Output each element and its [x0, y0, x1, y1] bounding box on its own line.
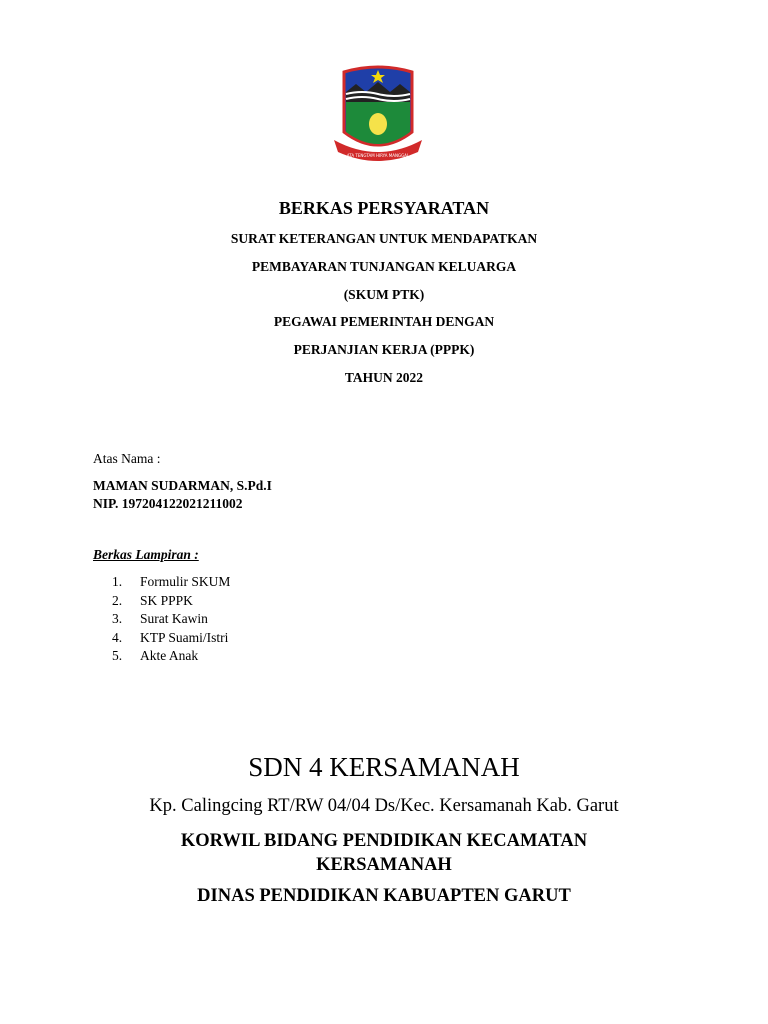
list-item	[112, 629, 230, 648]
employee-name: MAMAN SUDARMAN, S.Pd.I	[93, 478, 272, 493]
list-number: 1.	[112, 574, 123, 589]
document-title: BERKAS PERSYARATAN	[278, 198, 490, 218]
korwil-line-1: KORWIL BIDANG PENDIDIKAN KECAMATAN	[180, 831, 588, 851]
subtitle-line-3: (SKUM PTK)	[343, 287, 425, 302]
list-number: 3.	[112, 611, 123, 626]
subtitle-line-5: PERJANJIAN KERJA (PPPK)	[293, 342, 475, 357]
list-item	[112, 573, 230, 592]
subtitle-line-2: PEMBAYARAN TUNJANGAN KELUARGA	[251, 259, 517, 274]
list-text: Formulir SKUM	[140, 574, 231, 589]
subtitle-line-4: PEGAWAI PEMERINTAH DENGAN	[273, 314, 495, 329]
emblem-motto: ATA TENGTAM HIRYA MANGGAL	[346, 153, 410, 158]
list-item	[112, 647, 230, 666]
dinas-heading: DINAS PENDIDIKAN KABUAPTEN GARUT	[197, 886, 571, 906]
list-text: Surat Kawin	[140, 611, 208, 626]
lampiran-list	[112, 573, 230, 666]
list-item	[112, 610, 230, 629]
list-number: 2.	[112, 592, 123, 608]
employee-nip: NIP. 197204122021211002	[93, 496, 243, 511]
korwil-heading	[0, 829, 768, 877]
school-address: Kp. Calingcing RT/RW 04/04 Ds/Kec. Kersamanah Kab. Garut	[149, 796, 619, 816]
lampiran-heading: Berkas Lampiran :	[93, 547, 199, 562]
subtitle-line-1: SURAT KETERANGAN UNTUK MENDAPATKAN	[230, 231, 538, 246]
subtitle-line-6: TAHUN 2022	[344, 370, 424, 385]
korwil-line-2: KERSAMANAH	[316, 855, 452, 875]
list-text: Akte Anak	[140, 648, 199, 663]
list-text: SK PPPK	[140, 592, 193, 608]
list-item	[112, 592, 230, 611]
school-name: SDN 4 KERSAMANAH	[248, 752, 520, 782]
list-text: KTP Suami/Istri	[140, 629, 229, 645]
list-number: 4.	[112, 629, 123, 645]
atas-nama-label: Atas Nama :	[93, 451, 161, 466]
list-number: 5.	[112, 648, 123, 663]
garut-regency-emblem	[332, 62, 424, 166]
